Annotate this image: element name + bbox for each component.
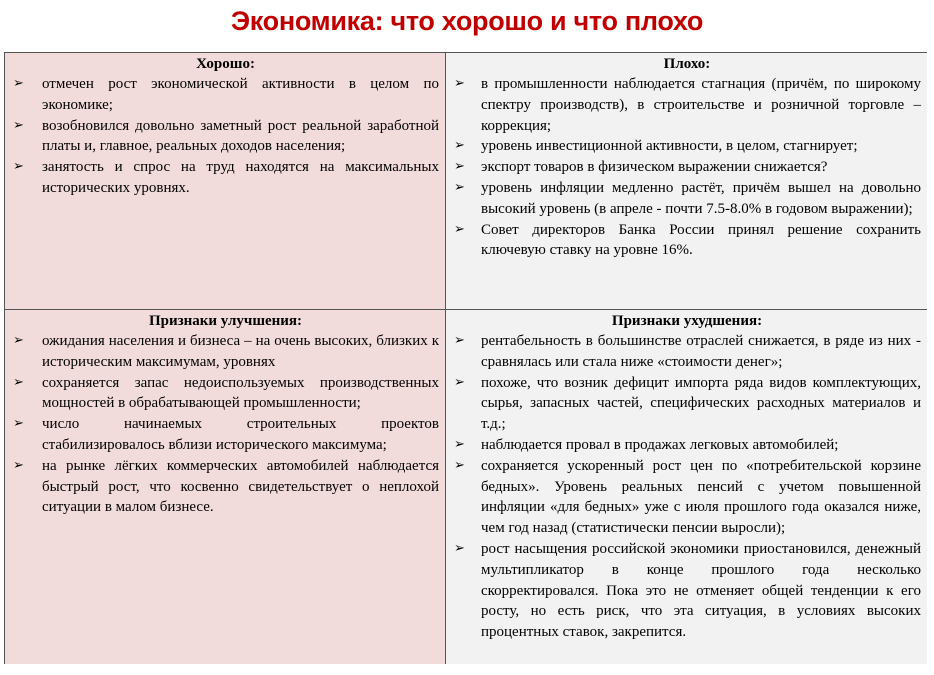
list-item-text: рост насыщения российской экономики приостановился, денежный мультипликатор в конце прошлого года несколько скорректировался. Пока это не отменяет общей тенденции к его росту, но есть риск, что эта ситуация, в условиях высоких процентных ставок, закрепится. xyxy=(481,540,921,641)
arrowhead-bullet-icon: ➢ xyxy=(454,374,465,390)
arrowhead-bullet-icon: ➢ xyxy=(454,436,465,452)
worsening-list xyxy=(453,331,921,643)
worsening-cell xyxy=(446,310,927,664)
list-item xyxy=(453,136,921,157)
list-item-text: сохраняется ускоренный рост цен по «потребительской корзине бедных». Уровень реальных пенсий с учетом повышенной инфляции «для бедных» уже с июля прошлого года оказался ниже, чем год назад (статистически пенсии выросли); xyxy=(481,457,921,537)
list-item-text: возобновился довольно заметный рост реальной заработной платы и, главное, реальных доходов населения; xyxy=(42,117,439,155)
arrowhead-bullet-icon: ➢ xyxy=(13,159,24,175)
list-item-text: на рынке лёгких коммерческих автомобилей наблюдается быстрый рост, что косвенно свидетельствует о неплохой ситуации в малом бизнесе. xyxy=(42,457,439,516)
arrowhead-bullet-icon: ➢ xyxy=(454,221,465,237)
list-item xyxy=(453,220,921,262)
improvement-heading: Признаки улучшения: xyxy=(148,313,303,329)
list-item xyxy=(12,331,439,373)
good-list xyxy=(12,74,439,199)
list-item xyxy=(453,157,921,178)
list-item-text: отмечен рост экономической активности в целом по экономике; xyxy=(42,76,439,113)
arrowhead-bullet-icon: ➢ xyxy=(454,138,465,154)
list-item xyxy=(453,373,921,435)
list-item xyxy=(12,414,439,456)
page-title: Экономика: что хорошо и что плохо xyxy=(230,6,704,36)
list-item-text: Совет директоров Банка России принял решение сохранить ключевую ставку на уровне 16%. xyxy=(481,221,921,259)
bad-list xyxy=(453,74,921,261)
list-item-text: экспорт товаров в физическом выражении снижается? xyxy=(481,159,828,176)
arrowhead-bullet-icon: ➢ xyxy=(454,179,465,195)
list-item-text: уровень инвестиционной активности, в целом, стагнирует; xyxy=(481,138,858,155)
bad-cell xyxy=(446,53,927,310)
arrowhead-bullet-icon: ➢ xyxy=(13,457,24,473)
list-item xyxy=(12,116,439,158)
improvement-cell xyxy=(5,310,446,664)
list-item xyxy=(453,178,921,220)
list-item-text: ожидания населения и бизнеса – на очень высоких, близких к историческим максимумам, уровнях xyxy=(42,333,439,370)
list-item xyxy=(12,456,439,518)
arrowhead-bullet-icon: ➢ xyxy=(454,457,465,473)
arrowhead-bullet-icon: ➢ xyxy=(454,333,465,348)
list-item-text: уровень инфляции медленно растёт, причём вышел на довольно высокий уровень (в апреле - почти 7.5-8.0% в годовом выражении); xyxy=(481,179,921,217)
arrowhead-bullet-icon: ➢ xyxy=(454,540,465,556)
arrowhead-bullet-icon: ➢ xyxy=(13,76,24,91)
list-item xyxy=(453,456,921,539)
arrowhead-bullet-icon: ➢ xyxy=(13,117,24,133)
arrowhead-bullet-icon: ➢ xyxy=(13,416,24,432)
list-item-text: наблюдается провал в продажах легковых автомобилей; xyxy=(481,436,839,453)
arrowhead-bullet-icon: ➢ xyxy=(13,374,24,390)
assessment-table xyxy=(4,52,927,664)
arrowhead-bullet-icon: ➢ xyxy=(13,333,24,348)
list-item-text: в промышленности наблюдается стагнация (причём, по широкому спектру производств), в строительстве и розничной торговле – коррекция; xyxy=(481,76,921,134)
list-item xyxy=(12,373,439,415)
list-item-text: сохраняется запас недоиспользуемых производственных мощностей в обрабатывающей промышленности; xyxy=(42,374,439,412)
list-item xyxy=(453,331,921,373)
good-heading: Хорошо: xyxy=(196,56,255,72)
worsening-heading: Признаки ухудшения: xyxy=(611,313,763,329)
arrowhead-bullet-icon: ➢ xyxy=(454,159,465,175)
bad-heading: Плохо: xyxy=(663,56,711,72)
list-item xyxy=(453,435,921,456)
list-item-text: похоже, что возник дефицит импорта ряда видов комплектующих, сырья, запасных частей, специфических расходных материалов и т.д.; xyxy=(481,374,921,433)
list-item xyxy=(12,157,439,199)
good-cell xyxy=(5,53,446,310)
list-item xyxy=(12,74,439,116)
list-item xyxy=(453,539,921,643)
list-item-text: число начинаемых строительных проектов стабилизировалось вблизи исторического максимума; xyxy=(42,416,439,453)
list-item-text: занятость и спрос на труд находятся на максимальных исторических уровнях. xyxy=(42,159,439,196)
improvement-list xyxy=(12,331,439,518)
list-item xyxy=(453,74,921,136)
arrowhead-bullet-icon: ➢ xyxy=(454,76,465,91)
list-item-text: рентабельность в большинстве отраслей снижается, в ряде из них - сравнялась или стала ниже «стоимости денег»; xyxy=(481,333,921,370)
